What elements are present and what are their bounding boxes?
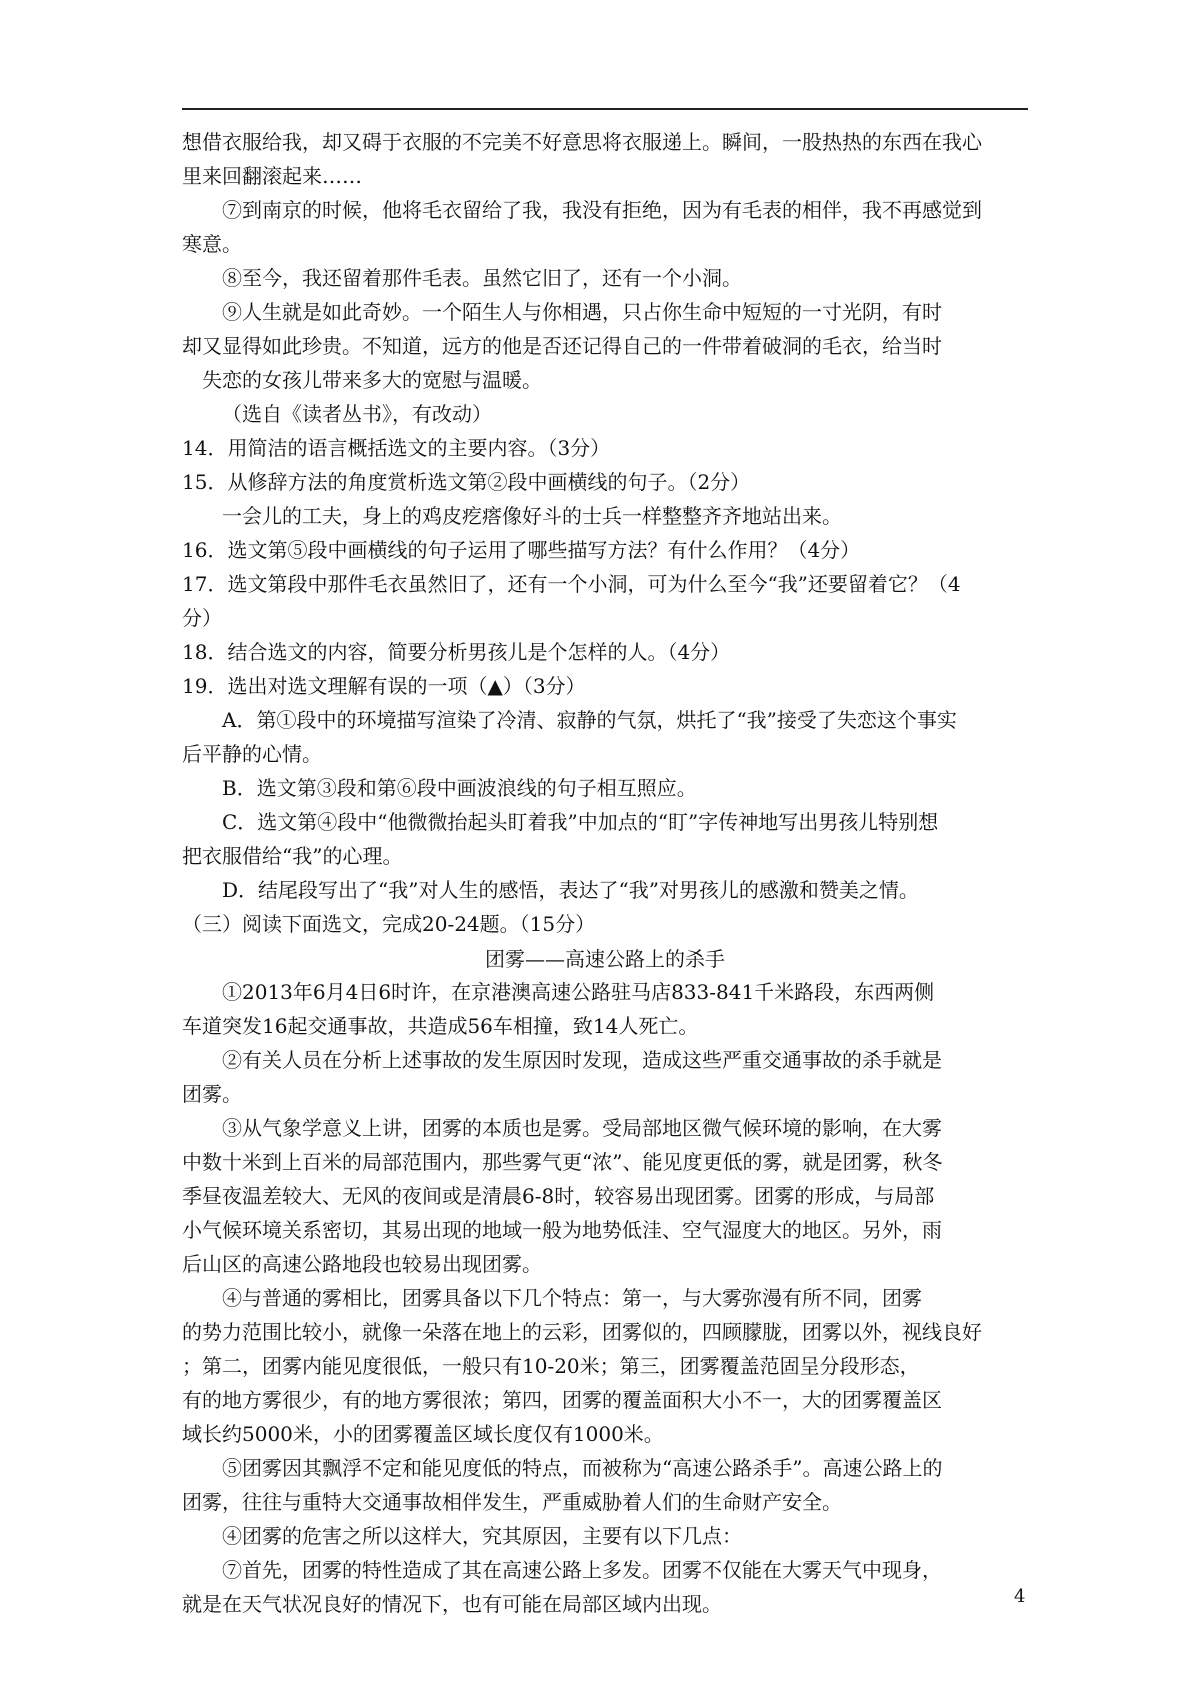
- text-line: 却又显得如此珍贵。不知道，远方的他是否还记得自己的一件带着破洞的毛衣，给当时: [182, 334, 942, 358]
- text-line: 失恋的女孩儿带来多大的宽慰与温暖。: [202, 368, 542, 392]
- text-line: 14．用简洁的语言概括选文的主要内容。（3分）: [182, 436, 611, 460]
- text-line: 把衣服借给“我”的心理。: [182, 844, 403, 868]
- text-line: 的势力范围比较小，就像一朵落在地上的云彩，团雾似的，四顾朦胧，团雾以外，视线良好: [182, 1320, 982, 1344]
- header-rule: [182, 108, 1028, 110]
- text-line: 团雾，往往与重特大交通事故相伴发生，严重威胁着人们的生命财产安全。: [182, 1490, 842, 1514]
- text-line: 中数十米到上百米的局部范围内，那些雾气更“浓”、能见度更低的雾，就是团雾，秋冬: [182, 1150, 943, 1174]
- text-line: 17．选文第段中那件毛衣虽然旧了，还有一个小洞，可为什么至今“我”还要留着它？（4: [182, 572, 961, 596]
- text-line: 里来回翻滚起来……: [182, 164, 362, 188]
- text-line: 16．选文第⑤段中画横线的句子运用了哪些描写方法？有什么作用？（4分）: [182, 538, 861, 562]
- text-line: （三）阅读下面选文，完成20-24题。（15分）: [182, 912, 596, 936]
- text-line: （选自《读者丛书》，有改动）: [222, 402, 492, 426]
- text-line: A．第①段中的环境描写渲染了冷清、寂静的气氛，烘托了“我”接受了失恋这个事实: [222, 708, 957, 732]
- text-line: 寒意。: [182, 232, 242, 256]
- page-number: 4: [1014, 1586, 1026, 1607]
- text-line: 就是在天气状况良好的情况下，也有可能在局部区域内出现。: [182, 1592, 722, 1616]
- section-title: 团雾——高速公路上的杀手: [485, 947, 725, 971]
- text-line: ⑦首先，团雾的特性造成了其在高速公路上多发。团雾不仅能在大雾天气中现身，: [222, 1558, 942, 1582]
- text-line: D．结尾段写出了“我”对人生的感悟，表达了“我”对男孩儿的感激和赞美之情。: [222, 878, 919, 902]
- text-line: 想借衣服给我，却又碍于衣服的不完美不好意思将衣服递上。瞬间，一股热热的东西在我心: [182, 130, 982, 154]
- text-line: ⑤团雾因其飘浮不定和能见度低的特点，而被称为“高速公路杀手”。高速公路上的: [222, 1456, 943, 1480]
- text-line: 团雾。: [182, 1082, 242, 1106]
- text-line: ①2013年6月4日6时许，在京港澳高速公路驻马店833-841千米路段，东西两侧: [222, 980, 935, 1004]
- text-line: 15．从修辞方法的角度赏析选文第②段中画横线的句子。（2分）: [182, 470, 751, 494]
- text-line: ⑦到南京的时候，他将毛衣留给了我，我没有拒绝，因为有毛表的相伴，我不再感觉到: [222, 198, 982, 222]
- text-line: ④与普通的雾相比，团雾具备以下几个特点：第一，与大雾弥漫有所不同，团雾: [222, 1286, 922, 1310]
- text-line: ③从气象学意义上讲，团雾的本质也是雾。受局部地区微气候环境的影响，在大雾: [222, 1116, 942, 1140]
- text-line: 18．结合选文的内容，简要分析男孩儿是个怎样的人。（4分）: [182, 640, 731, 664]
- text-line: 小气候环境关系密切，其易出现的地域一般为地势低洼、空气湿度大的地区。另外，雨: [182, 1218, 942, 1242]
- text-line: ；第二，团雾内能见度很低，一般只有10-20米；第三，团雾覆盖范固呈分段形态，: [182, 1354, 920, 1378]
- text-line: C．选文第④段中“他微微抬起头盯着我”中加点的“盯”字传神地写出男孩儿特别想: [222, 810, 939, 834]
- text-line: 季昼夜温差较大、无风的夜间或是清晨6-8时，较容易出现团雾。团雾的形成，与局部: [182, 1184, 935, 1208]
- text-line: 车道突发16起交通事故，共造成56车相撞，致14人死亡。: [182, 1014, 699, 1038]
- text-line: 19．选出对选文理解有误的一项（▲）（3分）: [182, 674, 586, 698]
- text-line: ②有关人员在分析上述事故的发生原因时发现，造成这些严重交通事故的杀手就是: [222, 1048, 942, 1072]
- text-line: ⑨人生就是如此奇妙。一个陌生人与你相遇，只占你生命中短短的一寸光阴，有时: [222, 300, 942, 324]
- text-line: B．选文第③段和第⑥段中画波浪线的句子相互照应。: [222, 776, 697, 800]
- text-line: 有的地方雾很少，有的地方雾很浓；第四，团雾的覆盖面积大小不一，大的团雾覆盖区: [182, 1388, 942, 1412]
- text-line: 域长约5000米，小的团雾覆盖区域长度仅有1000米。: [182, 1422, 664, 1446]
- text-line: 一会儿的工夫，身上的鸡皮疙瘩像好斗的士兵一样整整齐齐地站出来。: [222, 504, 842, 528]
- text-line: 分）: [182, 606, 222, 630]
- text-line: 后平静的心情。: [182, 742, 322, 766]
- text-line: ④团雾的危害之所以这样大，究其原因，主要有以下几点：: [222, 1524, 742, 1548]
- text-line: 后山区的高速公路地段也较易出现团雾。: [182, 1252, 542, 1276]
- text-line: ⑧至今，我还留着那件毛表。虽然它旧了，还有一个小洞。: [222, 266, 742, 290]
